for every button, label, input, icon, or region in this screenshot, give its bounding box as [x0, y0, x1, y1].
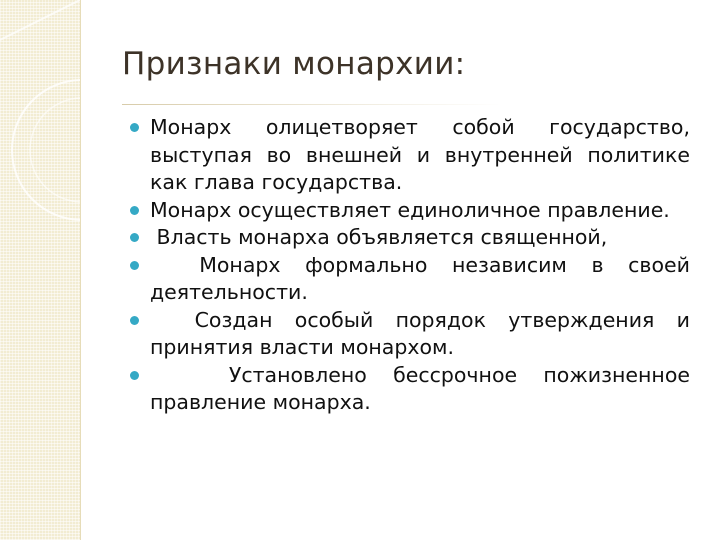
bullet-item — [130, 114, 690, 197]
bullet-dot-icon — [130, 371, 139, 380]
title-divider — [122, 104, 502, 105]
bullet-text: Создан особый порядок утверждения и принятия власти монархом. — [150, 307, 697, 359]
bullet-text: Монарх формально независим в своей деятельности. — [150, 252, 697, 304]
decorative-circles-icon — [0, 0, 80, 540]
bullet-dot-icon — [130, 316, 139, 325]
bullet-text: Установлено бессрочное пожизненное правление монарха. — [150, 362, 697, 414]
bullet-item — [130, 252, 697, 307]
bullet-item — [130, 307, 697, 362]
bullet-item — [130, 362, 697, 417]
decorative-side-strip — [0, 0, 81, 540]
bullet-text: Монарх осуществляет единоличное правление. — [150, 197, 670, 222]
bullet-item — [130, 224, 690, 252]
bullet-dot-icon — [130, 233, 139, 242]
bullet-text: Власть монарха объявляется священной, — [150, 225, 608, 249]
bullet-dot-icon — [130, 261, 139, 270]
bullet-list — [130, 114, 697, 417]
slide-title: Признаки монархии: — [122, 46, 466, 82]
bullet-item — [130, 197, 690, 225]
bullet-dot-icon — [130, 206, 139, 215]
bullet-text: Монарх олицетворяет собой государство, выступая во внешней и внутренней политике как глава государства. — [150, 115, 690, 194]
bullet-dot-icon — [130, 123, 139, 132]
